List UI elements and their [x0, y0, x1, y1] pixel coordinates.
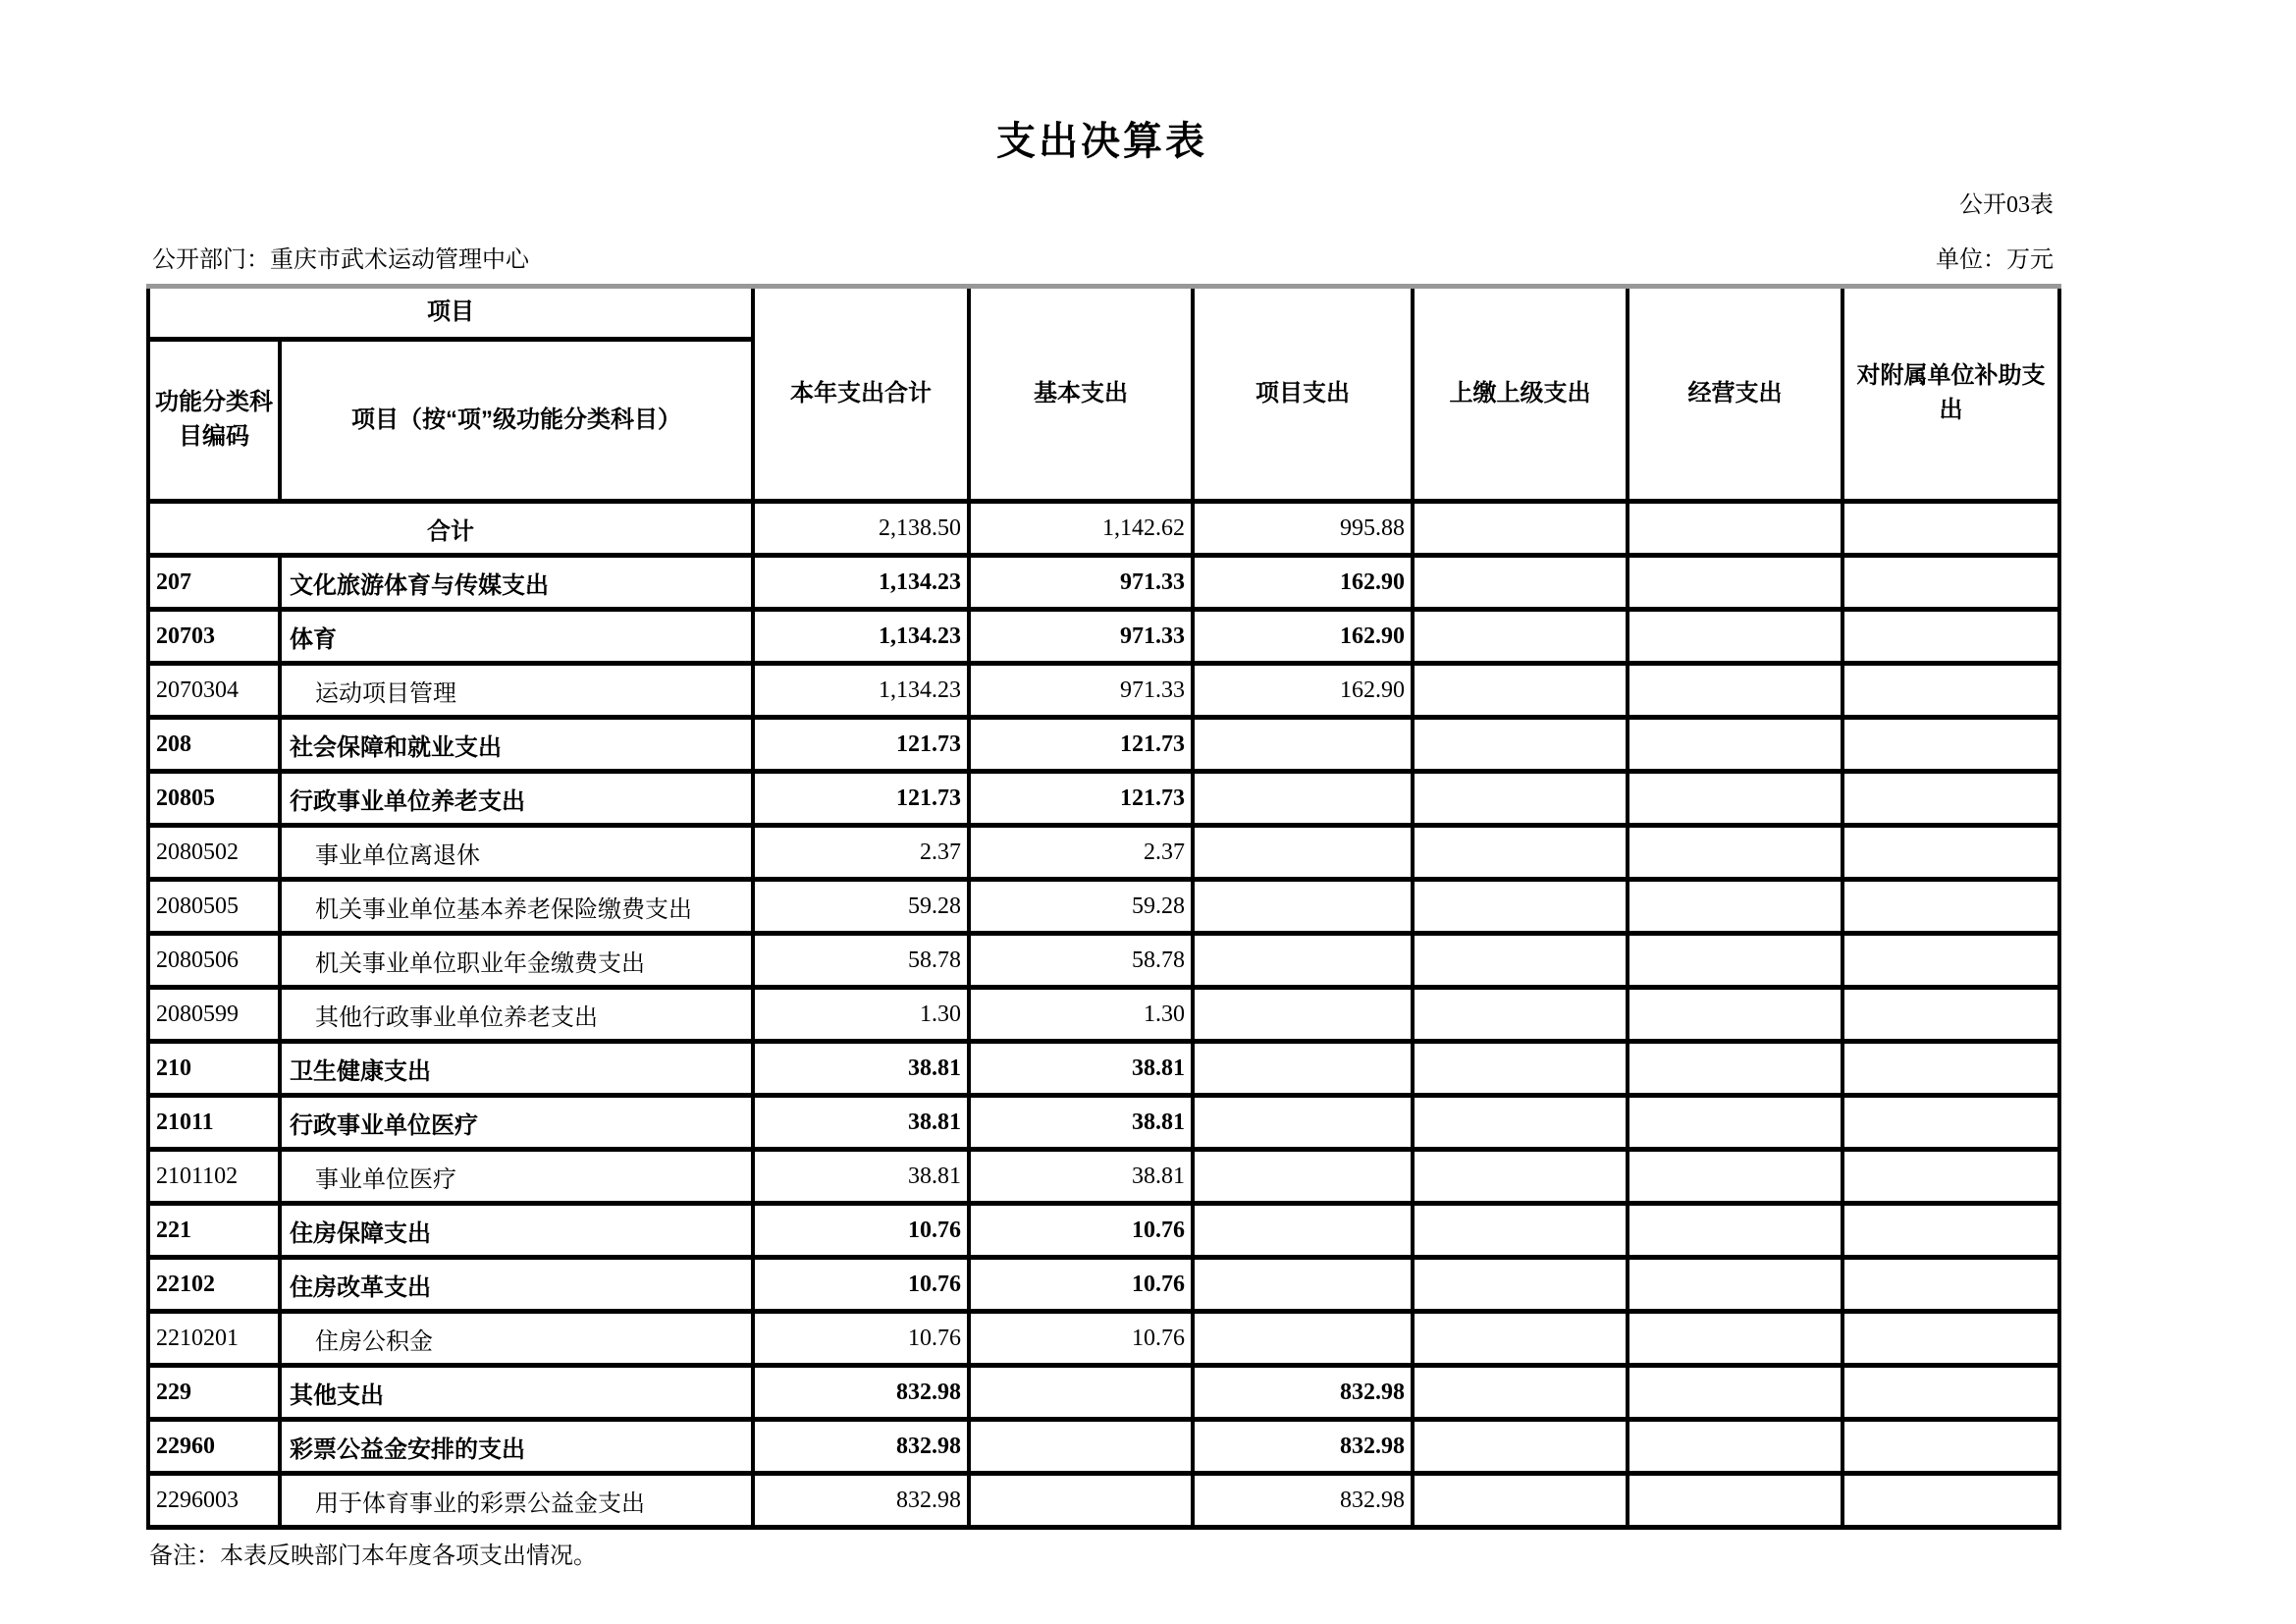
- cell-subsidy: [1842, 1474, 2059, 1528]
- cell-project: [1193, 718, 1413, 772]
- page-title: 支出决算表: [996, 120, 1207, 163]
- cell-upper: [1413, 610, 1628, 664]
- cell-code: 210: [148, 1042, 280, 1096]
- cell-code: 2070304: [148, 664, 280, 718]
- cell-project: [1193, 1042, 1413, 1096]
- cell-subsidy: [1842, 826, 2059, 880]
- cell-basic: [969, 1420, 1193, 1474]
- cell-name: 社会保障和就业支出: [280, 718, 753, 772]
- header-basic-expenditure: 基本支出: [969, 287, 1193, 502]
- cell-basic: 2.37: [969, 826, 1193, 880]
- cell-operating: [1628, 1420, 1842, 1474]
- cell-name: 住房公积金: [280, 1312, 753, 1366]
- header-item-by-level: 项目（按“项”级功能分类科目）: [280, 340, 753, 502]
- cell-code: 22102: [148, 1258, 280, 1312]
- header-upper-level-expenditure: 上缴上级支出: [1413, 287, 1628, 502]
- cell-operating: [1628, 988, 1842, 1042]
- table-row: [148, 664, 2059, 718]
- cell-name: 行政事业单位医疗: [280, 1096, 753, 1150]
- table-row: [148, 934, 2059, 988]
- cell-name: 合计: [148, 502, 753, 556]
- cell-name: 卫生健康支出: [280, 1042, 753, 1096]
- cell-subsidy: [1842, 772, 2059, 826]
- cell-basic: 59.28: [969, 880, 1193, 934]
- cell-name: 文化旅游体育与传媒支出: [280, 556, 753, 610]
- cell-code: 2296003: [148, 1474, 280, 1528]
- cell-project: [1193, 1258, 1413, 1312]
- table-row: [148, 988, 2059, 1042]
- cell-code: 2080599: [148, 988, 280, 1042]
- cell-total: 38.81: [753, 1042, 969, 1096]
- table-row: [148, 556, 2059, 610]
- cell-basic: 38.81: [969, 1150, 1193, 1204]
- header-row-group: [148, 287, 2059, 340]
- table-code-label: 公开03表: [1959, 192, 2054, 218]
- cell-operating: [1628, 1150, 1842, 1204]
- cell-upper: [1413, 1204, 1628, 1258]
- cell-code: 2101102: [148, 1150, 280, 1204]
- cell-total: 832.98: [753, 1474, 969, 1528]
- cell-upper: [1413, 1042, 1628, 1096]
- cell-subsidy: [1842, 718, 2059, 772]
- cell-code: 208: [148, 718, 280, 772]
- cell-total: 832.98: [753, 1420, 969, 1474]
- cell-total: 1.30: [753, 988, 969, 1042]
- cell-code: 221: [148, 1204, 280, 1258]
- cell-code: 2080506: [148, 934, 280, 988]
- remark-text: 备注：本表反映部门本年度各项支出情况。: [149, 1543, 597, 1569]
- cell-subsidy: [1842, 934, 2059, 988]
- cell-upper: [1413, 718, 1628, 772]
- cell-operating: [1628, 610, 1842, 664]
- header-item-group: 项目: [148, 287, 753, 340]
- cell-code: 21011: [148, 1096, 280, 1150]
- cell-operating: [1628, 1312, 1842, 1366]
- cell-upper: [1413, 1312, 1628, 1366]
- cell-subsidy: [1842, 1096, 2059, 1150]
- cell-upper: [1413, 556, 1628, 610]
- cell-name: 机关事业单位基本养老保险缴费支出: [280, 880, 753, 934]
- cell-operating: [1628, 880, 1842, 934]
- table-row: [148, 772, 2059, 826]
- cell-code: 229: [148, 1366, 280, 1420]
- cell-basic: 38.81: [969, 1096, 1193, 1150]
- table-row: [148, 502, 2059, 556]
- cell-project: [1193, 934, 1413, 988]
- cell-operating: [1628, 1366, 1842, 1420]
- unit-label: 单位：万元: [1936, 247, 2054, 273]
- table-body: [148, 502, 2059, 1528]
- cell-code: 22960: [148, 1420, 280, 1474]
- cell-total: 1,134.23: [753, 610, 969, 664]
- cell-operating: [1628, 1096, 1842, 1150]
- cell-name: 用于体育事业的彩票公益金支出: [280, 1474, 753, 1528]
- cell-upper: [1413, 1150, 1628, 1204]
- cell-operating: [1628, 1042, 1842, 1096]
- cell-operating: [1628, 1474, 1842, 1528]
- cell-project: 162.90: [1193, 664, 1413, 718]
- header-subsidy-to-affiliates: 对附属单位补助支出: [1842, 287, 2059, 502]
- cell-total: 38.81: [753, 1150, 969, 1204]
- cell-subsidy: [1842, 988, 2059, 1042]
- cell-upper: [1413, 1474, 1628, 1528]
- cell-subsidy: [1842, 880, 2059, 934]
- cell-upper: [1413, 772, 1628, 826]
- table-row: [148, 1204, 2059, 1258]
- cell-operating: [1628, 1258, 1842, 1312]
- table-row: [148, 1042, 2059, 1096]
- cell-total: 10.76: [753, 1204, 969, 1258]
- cell-upper: [1413, 934, 1628, 988]
- cell-name: 住房保障支出: [280, 1204, 753, 1258]
- cell-upper: [1413, 1096, 1628, 1150]
- cell-total: 10.76: [753, 1258, 969, 1312]
- cell-subsidy: [1842, 502, 2059, 556]
- cell-subsidy: [1842, 1366, 2059, 1420]
- cell-name: 事业单位离退休: [280, 826, 753, 880]
- cell-total: 59.28: [753, 880, 969, 934]
- cell-project: [1193, 880, 1413, 934]
- header-total-this-year: 本年支出合计: [753, 287, 969, 502]
- cell-total: 121.73: [753, 772, 969, 826]
- department-label: 公开部门：重庆市武术运动管理中心: [152, 247, 529, 273]
- table-row: [148, 718, 2059, 772]
- cell-operating: [1628, 664, 1842, 718]
- cell-basic: 971.33: [969, 556, 1193, 610]
- table-row: [148, 1366, 2059, 1420]
- cell-code: 207: [148, 556, 280, 610]
- cell-project: [1193, 1096, 1413, 1150]
- cell-project: [1193, 772, 1413, 826]
- cell-total: 2.37: [753, 826, 969, 880]
- cell-basic: 10.76: [969, 1204, 1193, 1258]
- table-head: [148, 287, 2059, 502]
- cell-name: 其他行政事业单位养老支出: [280, 988, 753, 1042]
- cell-upper: [1413, 1420, 1628, 1474]
- cell-project: 162.90: [1193, 610, 1413, 664]
- cell-subsidy: [1842, 1312, 2059, 1366]
- cell-basic: 10.76: [969, 1258, 1193, 1312]
- cell-code: 20703: [148, 610, 280, 664]
- cell-upper: [1413, 988, 1628, 1042]
- cell-name: 住房改革支出: [280, 1258, 753, 1312]
- cell-total: 121.73: [753, 718, 969, 772]
- table-row: [148, 1474, 2059, 1528]
- cell-project: [1193, 1312, 1413, 1366]
- cell-subsidy: [1842, 664, 2059, 718]
- cell-operating: [1628, 826, 1842, 880]
- cell-operating: [1628, 934, 1842, 988]
- cell-basic: [969, 1474, 1193, 1528]
- cell-subsidy: [1842, 610, 2059, 664]
- table-row: [148, 1312, 2059, 1366]
- cell-code: 2210201: [148, 1312, 280, 1366]
- meta-line: [152, 240, 2054, 274]
- table-row: [148, 880, 2059, 934]
- cell-subsidy: [1842, 1204, 2059, 1258]
- cell-total: 1,134.23: [753, 556, 969, 610]
- cell-name: 运动项目管理: [280, 664, 753, 718]
- cell-name: 体育: [280, 610, 753, 664]
- header-operating-expenditure: 经营支出: [1628, 287, 1842, 502]
- cell-operating: [1628, 502, 1842, 556]
- cell-basic: 1,142.62: [969, 502, 1193, 556]
- cell-upper: [1413, 502, 1628, 556]
- cell-operating: [1628, 1204, 1842, 1258]
- cell-total: 58.78: [753, 934, 969, 988]
- cell-project: 162.90: [1193, 556, 1413, 610]
- cell-total: 38.81: [753, 1096, 969, 1150]
- cell-operating: [1628, 718, 1842, 772]
- cell-code: 20805: [148, 772, 280, 826]
- cell-code: 2080505: [148, 880, 280, 934]
- cell-basic: 1.30: [969, 988, 1193, 1042]
- cell-name: 彩票公益金安排的支出: [280, 1420, 753, 1474]
- cell-name: 行政事业单位养老支出: [280, 772, 753, 826]
- cell-subsidy: [1842, 1420, 2059, 1474]
- header-project-expenditure: 项目支出: [1193, 287, 1413, 502]
- cell-upper: [1413, 826, 1628, 880]
- cell-basic: 58.78: [969, 934, 1193, 988]
- cell-project: 832.98: [1193, 1366, 1413, 1420]
- table-row: [148, 826, 2059, 880]
- cell-project: [1193, 988, 1413, 1042]
- cell-total: 2,138.50: [753, 502, 969, 556]
- cell-total: 1,134.23: [753, 664, 969, 718]
- header-function-code: 功能分类科目编码: [148, 340, 280, 502]
- cell-project: 832.98: [1193, 1474, 1413, 1528]
- cell-code: 2080502: [148, 826, 280, 880]
- cell-project: [1193, 1204, 1413, 1258]
- cell-basic: [969, 1366, 1193, 1420]
- table-row: [148, 1258, 2059, 1312]
- cell-upper: [1413, 1366, 1628, 1420]
- cell-subsidy: [1842, 1150, 2059, 1204]
- cell-basic: 38.81: [969, 1042, 1193, 1096]
- cell-upper: [1413, 664, 1628, 718]
- cell-basic: 121.73: [969, 718, 1193, 772]
- cell-name: 其他支出: [280, 1366, 753, 1420]
- cell-operating: [1628, 772, 1842, 826]
- cell-basic: 10.76: [969, 1312, 1193, 1366]
- table-row: [148, 1150, 2059, 1204]
- cell-upper: [1413, 880, 1628, 934]
- cell-total: 832.98: [753, 1366, 969, 1420]
- cell-subsidy: [1842, 1042, 2059, 1096]
- cell-project: [1193, 826, 1413, 880]
- table-row: [148, 610, 2059, 664]
- table-row: [148, 1420, 2059, 1474]
- cell-name: 机关事业单位职业年金缴费支出: [280, 934, 753, 988]
- cell-upper: [1413, 1258, 1628, 1312]
- cell-name: 事业单位医疗: [280, 1150, 753, 1204]
- cell-project: [1193, 1150, 1413, 1204]
- cell-project: 995.88: [1193, 502, 1413, 556]
- expenditure-table: [146, 284, 2061, 1530]
- cell-basic: 121.73: [969, 772, 1193, 826]
- cell-subsidy: [1842, 1258, 2059, 1312]
- cell-basic: 971.33: [969, 664, 1193, 718]
- cell-operating: [1628, 556, 1842, 610]
- table-row: [148, 1096, 2059, 1150]
- cell-total: 10.76: [753, 1312, 969, 1366]
- cell-project: 832.98: [1193, 1420, 1413, 1474]
- cell-basic: 971.33: [969, 610, 1193, 664]
- cell-subsidy: [1842, 556, 2059, 610]
